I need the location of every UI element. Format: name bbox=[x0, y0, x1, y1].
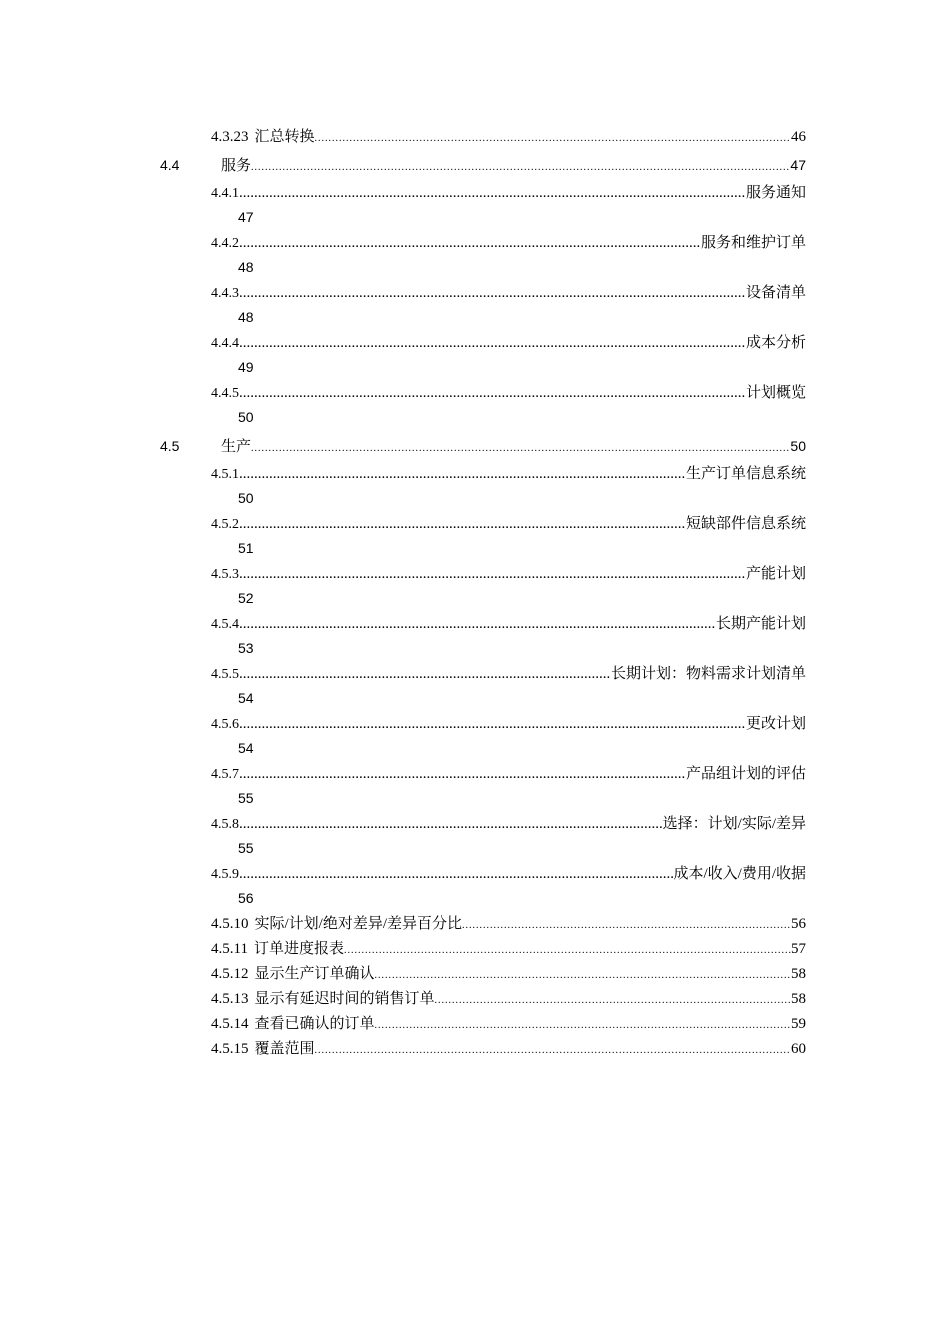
toc-entry[interactable] bbox=[0, 963, 950, 988]
toc-leader-dots bbox=[375, 965, 791, 987]
toc-entry-page: 51 bbox=[238, 540, 254, 556]
toc-entry[interactable] bbox=[0, 863, 950, 913]
toc-entry-page: 47 bbox=[238, 209, 254, 225]
toc-leader-dots bbox=[344, 940, 791, 962]
toc-leader-dots bbox=[239, 382, 746, 404]
toc-entry[interactable] bbox=[0, 232, 950, 282]
toc-entry[interactable] bbox=[0, 563, 950, 613]
toc-entry[interactable] bbox=[0, 988, 950, 1013]
toc-entry[interactable] bbox=[0, 1038, 950, 1063]
toc-section-title: 服务 bbox=[221, 158, 252, 174]
toc-section-page: 47 bbox=[790, 157, 806, 173]
toc-leader-dots bbox=[239, 332, 746, 354]
toc-entry-title: 更改计划 bbox=[745, 716, 806, 732]
toc-entry-title: 短缺部件信息系统 bbox=[685, 516, 806, 532]
toc-section[interactable] bbox=[0, 432, 950, 463]
toc-entry-number: 4.5.13 bbox=[211, 991, 249, 1007]
toc-entry-page: 50 bbox=[238, 490, 254, 506]
toc-leader-dots bbox=[239, 713, 746, 735]
toc-entry-number: 4.5.4 bbox=[211, 617, 239, 632]
toc-entry-page: 59 bbox=[791, 1016, 806, 1032]
toc-entry[interactable] bbox=[0, 913, 950, 938]
toc-entry-number: 4.5.14 bbox=[211, 1016, 249, 1032]
toc-leader-dots bbox=[239, 513, 686, 535]
toc-leader-dots bbox=[375, 1015, 791, 1037]
toc-entry-page: 53 bbox=[238, 640, 254, 656]
toc-entry-page: 55 bbox=[238, 790, 254, 806]
toc-entry[interactable] bbox=[0, 513, 950, 563]
toc-entry-page: 58 bbox=[791, 966, 806, 982]
toc-entry[interactable] bbox=[0, 126, 950, 151]
toc-entry-page: 46 bbox=[791, 129, 806, 145]
toc-leader-dots bbox=[239, 613, 716, 635]
toc-leader-dots bbox=[239, 563, 746, 585]
toc-entry-number: 4.5.6 bbox=[211, 717, 239, 732]
toc-entry-number: 4.4.1 bbox=[211, 186, 239, 201]
toc-entry-title: 计划概览 bbox=[745, 385, 806, 401]
toc-entry-number: 4.5.2 bbox=[211, 517, 239, 532]
toc-entry-title: 设备清单 bbox=[745, 285, 806, 301]
toc-entry-number: 4.4.2 bbox=[211, 236, 239, 251]
toc-entry-title: 查看已确认的订单 bbox=[254, 1016, 375, 1032]
toc-entry-page: 48 bbox=[238, 259, 254, 275]
toc-entry[interactable] bbox=[0, 1013, 950, 1038]
toc-leader-dots bbox=[239, 232, 701, 254]
toc-entry-title: 服务通知 bbox=[745, 185, 806, 201]
toc-leader-dots bbox=[462, 915, 791, 937]
toc-entry-number: 4.4.5 bbox=[211, 386, 239, 401]
toc-entry-page: 56 bbox=[238, 890, 254, 906]
toc-entry-number: 4.5.1 bbox=[211, 467, 239, 482]
toc-section-number: 4.5 bbox=[160, 438, 180, 454]
toc-entry-page: 56 bbox=[791, 916, 806, 932]
toc-entry-number: 4.5.5 bbox=[211, 667, 239, 682]
toc-entry-page: 48 bbox=[238, 309, 254, 325]
toc-leader-dots bbox=[239, 763, 686, 785]
toc-entry-page: 58 bbox=[791, 991, 806, 1007]
toc-entry-number: 4.4.3 bbox=[211, 286, 239, 301]
toc-entry[interactable] bbox=[0, 813, 950, 863]
toc-leader-dots bbox=[239, 282, 746, 304]
toc-entry-number: 4.4.4 bbox=[211, 336, 239, 351]
toc-entry-number: 4.5.8 bbox=[211, 817, 239, 832]
toc-entry-number: 4.5.11 bbox=[211, 941, 248, 957]
toc-entry-number: 4.5.7 bbox=[211, 767, 239, 782]
toc-entry-title: 汇总转换 bbox=[254, 129, 315, 145]
toc-entry[interactable] bbox=[0, 332, 950, 382]
toc-leader-dots bbox=[251, 154, 790, 182]
toc-leader-dots bbox=[239, 182, 746, 204]
toc-entry-title: 长期产能计划 bbox=[715, 616, 806, 632]
table-of-contents bbox=[0, 126, 950, 1063]
toc-entry-title: 成本/收入/费用/收据 bbox=[673, 866, 806, 882]
toc-entry-title: 长期计划：物料需求计划清单 bbox=[610, 666, 806, 682]
toc-entry[interactable] bbox=[0, 382, 950, 432]
toc-entry-title: 生产订单信息系统 bbox=[685, 466, 806, 482]
toc-leader-dots bbox=[239, 863, 673, 885]
toc-entry-title: 成本分析 bbox=[745, 335, 806, 351]
toc-entry-title: 服务和维护订单 bbox=[700, 235, 806, 251]
toc-entry-title: 产品组计划的评估 bbox=[685, 766, 806, 782]
toc-entry[interactable] bbox=[0, 613, 950, 663]
toc-entry-page: 60 bbox=[791, 1041, 806, 1057]
toc-entry-title: 显示生产订单确认 bbox=[254, 966, 375, 982]
toc-entry-title: 订单进度报表 bbox=[253, 941, 344, 957]
toc-entry[interactable] bbox=[0, 182, 950, 232]
toc-entry-number: 4.5.15 bbox=[211, 1041, 249, 1057]
toc-entry-number: 4.5.9 bbox=[211, 867, 239, 882]
toc-entry-page: 50 bbox=[238, 409, 254, 425]
toc-entry[interactable] bbox=[0, 663, 950, 713]
toc-entry[interactable] bbox=[0, 763, 950, 813]
toc-entry[interactable] bbox=[0, 463, 950, 513]
toc-leader-dots bbox=[435, 990, 791, 1012]
toc-section-page: 50 bbox=[790, 438, 806, 454]
toc-entry-page: 52 bbox=[238, 590, 254, 606]
toc-leader-dots bbox=[251, 435, 790, 463]
toc-entry-title: 显示有延迟时间的销售订单 bbox=[254, 991, 435, 1007]
toc-entry-page: 55 bbox=[238, 840, 254, 856]
toc-leader-dots bbox=[239, 663, 611, 685]
toc-section-number: 4.4 bbox=[160, 157, 180, 173]
toc-leader-dots bbox=[239, 813, 663, 835]
toc-entry-number: 4.5.12 bbox=[211, 966, 249, 982]
toc-entry-page: 54 bbox=[238, 740, 254, 756]
toc-entry-page: 57 bbox=[791, 941, 806, 957]
toc-entry-title: 实际/计划/绝对差异/差异百分比 bbox=[254, 916, 463, 932]
toc-entry-title: 产能计划 bbox=[745, 566, 806, 582]
toc-leader-dots bbox=[315, 1040, 791, 1062]
toc-entry[interactable] bbox=[0, 713, 950, 763]
toc-entry-number: 4.5.3 bbox=[211, 567, 239, 582]
toc-entry-title: 覆盖范围 bbox=[254, 1041, 315, 1057]
toc-entry-page: 54 bbox=[238, 690, 254, 706]
toc-entry[interactable] bbox=[0, 282, 950, 332]
toc-section[interactable] bbox=[0, 151, 950, 182]
toc-entry-page: 49 bbox=[238, 359, 254, 375]
toc-entry-title: 选择：计划/实际/差异 bbox=[662, 816, 806, 832]
toc-entry-number: 4.5.10 bbox=[211, 916, 249, 932]
toc-entry-number: 4.3.23 bbox=[211, 129, 249, 145]
toc-entry[interactable] bbox=[0, 938, 950, 963]
toc-leader-dots bbox=[239, 463, 686, 485]
toc-leader-dots bbox=[315, 128, 791, 150]
toc-section-title: 生产 bbox=[221, 439, 252, 455]
